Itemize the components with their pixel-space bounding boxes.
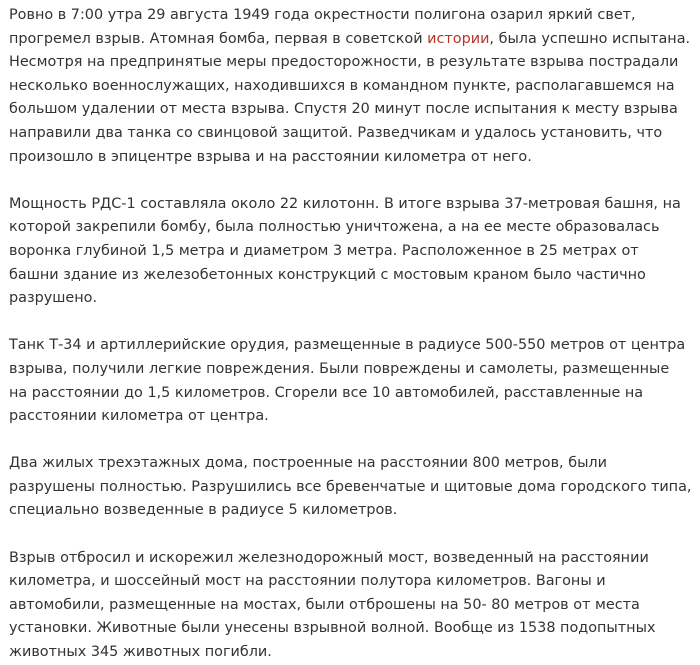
paragraph-4: Два жилых трехэтажных дома, построенные на расстоянии 800 метров, были разрушены полностью. Разрушились все бревенчатые и щитовые дома городского типа, специально возведенные в радиусе 5 километров. bbox=[9, 455, 692, 519]
history-link[interactable]: истории bbox=[427, 30, 490, 47]
paragraph-1 bbox=[9, 4, 692, 169]
paragraph-1-text-start: Ровно в 7:00 утра 29 августа 1949 года окрестности полигона озарил яркий свет, прогремел взрыв. Атомная бомба, первая в советской bbox=[9, 7, 636, 47]
paragraph-5: Взрыв отбросил и искорежил железнодорожный мост, возведенный на расстоянии километра, и шоссейный мост на расстоянии полутора километров. Вагоны и автомобили, размещенные на мостах, были отброшены на 50- 80 метров от места установки. Животные были унесены взрывной волной. Вообще из 1538 подопытных животных 345 животных погибли. bbox=[9, 549, 656, 661]
paragraph-2: Мощность РДС-1 составляла около 22 килотонн. В итоге взрыва 37-метровая башня, на которой закрепили бомбу, была полностью уничтожена, а на ее месте образовалась воронка глубиной 1,5 метра и диаметром 3 метра. Расположенное в 25 метрах от башни здание из железобетонных конструкций с мостовым краном было частично разрушено. bbox=[9, 195, 681, 307]
paragraph-1-text-end: , была успешно испытана. Несмотря на предпринятые меры предосторожности, в результате взрыва пострадали несколько военнослужащих, находившихся в командном пункте, располагавшемся на большом удалении от места взрыва. Спустя 20 минут после испытания к месту взрыва направили два танка со свинцовой защитой. Разведчикам и удалось установить, что произошло в эпицентре взрыва и на расстоянии километра от него. bbox=[9, 30, 691, 165]
paragraph-3: Танк Т-34 и артиллерийские орудия, размещенные в радиусе 500-550 метров от центра взрыва, получили легкие повреждения. Были повреждены и самолеты, размещенные на расстоянии до 1,5 километров. Сгорели все 10 автомобилей, расставленные на расстоянии километра от центра. bbox=[9, 337, 686, 425]
